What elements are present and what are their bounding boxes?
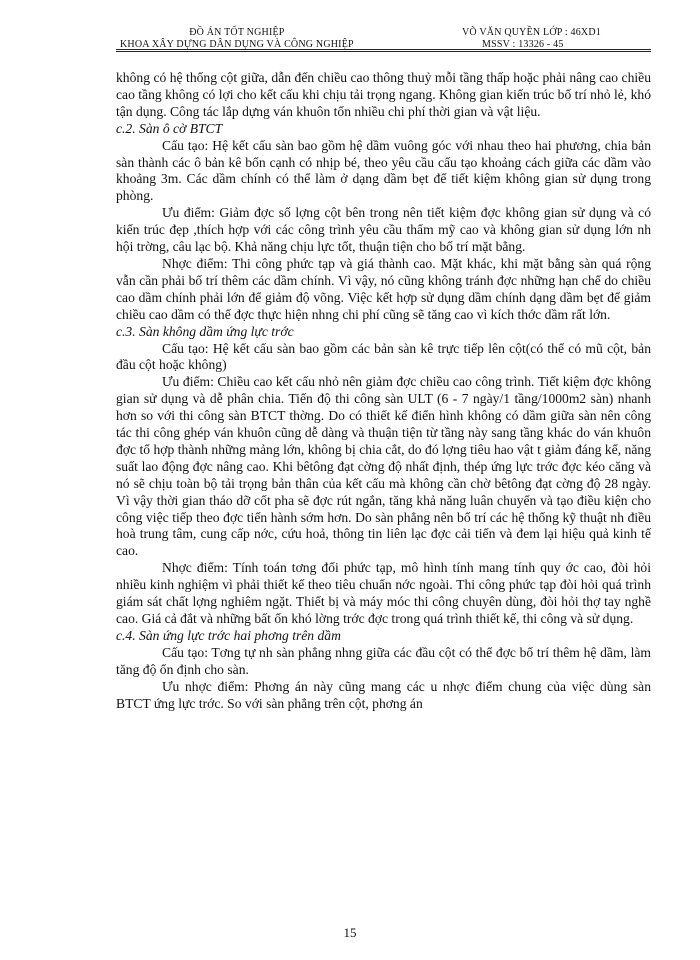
section-heading: c.2. Sàn ô cờ BTCT bbox=[116, 120, 223, 136]
header-rule-top bbox=[116, 49, 651, 50]
header-student-info: VÕ VĂN QUYỀN LỚP : 46XD1 bbox=[462, 27, 601, 38]
header-left bbox=[120, 27, 354, 51]
paragraph: Cấu tạo: Hệ kết cấu sàn bao gồm hệ dầm vuông góc với nhau theo hai phương, chia bản sàn thành các ô bản kê bốn cạnh có nhịp bé, theo yêu cầu cấu tạo khoảng cách giữa các dầm vào khoảng 3m. Các dầm chính có thể làm ở dạng dầm bẹt để tiết kiệm không gian sử dụng trong phòng. bbox=[116, 137, 651, 204]
paragraph: Ưu điểm: Chiều cao kết cấu nhỏ nên giảm đợc chiều cao công trình. Tiết kiệm đợc không gian sử dụng và dễ phân chia. Tiến độ thi công sàn ULT (6 - 7 ngày/1 tầng/1000m2 sàn) nhanh hơn so với thi công sàn BTCT thờng. Do có thiết kế điển hình không có dầm giữa sàn nên công tác thi công ghép ván khuôn cũng dễ dàng và thuận tiện từ tầng này sang tầng khác do ván khuôn đợc tổ hợp thành những mảng lớn, không bị chia cắt, do đó lợng tiêu hao vật t giảm đáng kể, năng suất lao động đợc nâng cao. Khi bêtông đạt cờng độ nhất định, thép ứng lực trớc đợc kéo căng và nó sẽ chịu toàn bộ tải trọng bản thân của kết cấu mà không cần chờ bêtông đạt cờng độ 28 ngày. Vì vậy thời gian tháo dỡ cốt pha sẽ đợc rút ngắn, tăng khả năng luân chuyển và tạo điều kiện cho công việc tiếp theo đợc tiến hành sớm hơn. Do sàn phẳng nên bố trí các hệ thống kỹ thuật nh điều hoà trung tâm, cung cấp nớc, cứu hoả, thông tin liên lạc đợc cải tiến và đem lại hiệu quả kinh tế cao. bbox=[116, 374, 651, 559]
header-student-id: MSSV : 13326 - 45 bbox=[482, 39, 564, 50]
header-project-title: ĐỒ ÁN TỐT NGHIỆP bbox=[189, 27, 285, 38]
paragraph: Ưu nhợc điểm: Phơng án này cũng mang các u nhợc điểm chung của việc dùng sàn BTCT ứng lực trớc. So với sàn phẳng trên cột, phơng án bbox=[116, 678, 651, 711]
section-heading: c.4. Sàn ứng lực trớc hai phơng trên dầm bbox=[116, 627, 341, 643]
paragraph: Nhợc điểm: Thi công phức tạp và giá thành cao. Mặt khác, khi mặt bằng sàn quá rộng vẫn cần phải bố trí thêm các dầm chính. Vì vậy, nó cũng không tránh đợc những hạn chế do chiều cao dầm chính phải lớn để giảm độ võng. Việc kết hợp sử dụng dầm chính dạng dầm bẹt để giảm chiều cao dầm có thể đợc thực hiện nhng chi phí cũng sẽ tăng cao vì kích thớc dầm rất lớn. bbox=[116, 255, 651, 322]
paragraph: Nhợc điểm: Tính toán tơng đối phức tạp, mô hình tính mang tính quy ớc cao, đòi hỏi nhiều kinh nghiệm vì phải thiết kế theo tiêu chuẩn nớc ngoài. Thi công phức tạp đòi hỏi quá trình giám sát chất lợng nghiêm ngặt. Thiết bị và máy móc thi công chuyên dùng, đòi hỏi thợ tay nghề cao. Giá cả đắt và những bất ổn khó lờng trớc đợc trong quá trình thiết kế, thi công và sử dụng. bbox=[116, 560, 651, 626]
paragraph: không có hệ thống cột giữa, dẫn đến chiều cao thông thuỷ mỗi tầng thấp hoặc phải nâng cao chiều cao tầng không có lợi cho kết cấu khi chịu tải trọng ngang. Không gian kiến trúc bố trí nhỏ lẻ, khó tận dụng. Công tác lắp dựng ván khuôn tốn nhiều chi phí thời gian và vật liệu. bbox=[116, 70, 651, 119]
header-rule-bottom bbox=[116, 51, 651, 52]
page-number: 15 bbox=[343, 925, 357, 940]
paragraph: Cấu tạo: Hệ kết cấu sàn bao gồm các bản sàn kê trực tiếp lên cột(có thể có mũ cột, bản đầu cột hoặc không) bbox=[116, 340, 651, 373]
section-heading: c.3. Sàn không dầm ứng lực trớc bbox=[116, 323, 294, 339]
document-body bbox=[116, 70, 651, 712]
header-faculty: KHOA XÂY DỰNG DÂN DỤNG VÀ CÔNG NGHIỆP bbox=[120, 39, 354, 50]
paragraph: Cấu tạo: Tơng tự nh sàn phẳng nhng giữa các đầu cột có thể đợc bố trí thêm hệ dầm, làm tăng độ ổn định cho sàn. bbox=[116, 644, 651, 677]
paragraph: Ưu điểm: Giảm đợc số lợng cột bên trong nên tiết kiệm đợc không gian sử dụng và có kiến trúc đẹp ,thích hợp với các công trình yêu cầu thẩm mỹ cao và không gian sử dụng lớn nh hội trờng, câu lạc bộ. Khả năng chịu lực tốt, thuận tiện cho bố trí mặt bằng. bbox=[116, 205, 651, 255]
header-right bbox=[462, 27, 601, 51]
